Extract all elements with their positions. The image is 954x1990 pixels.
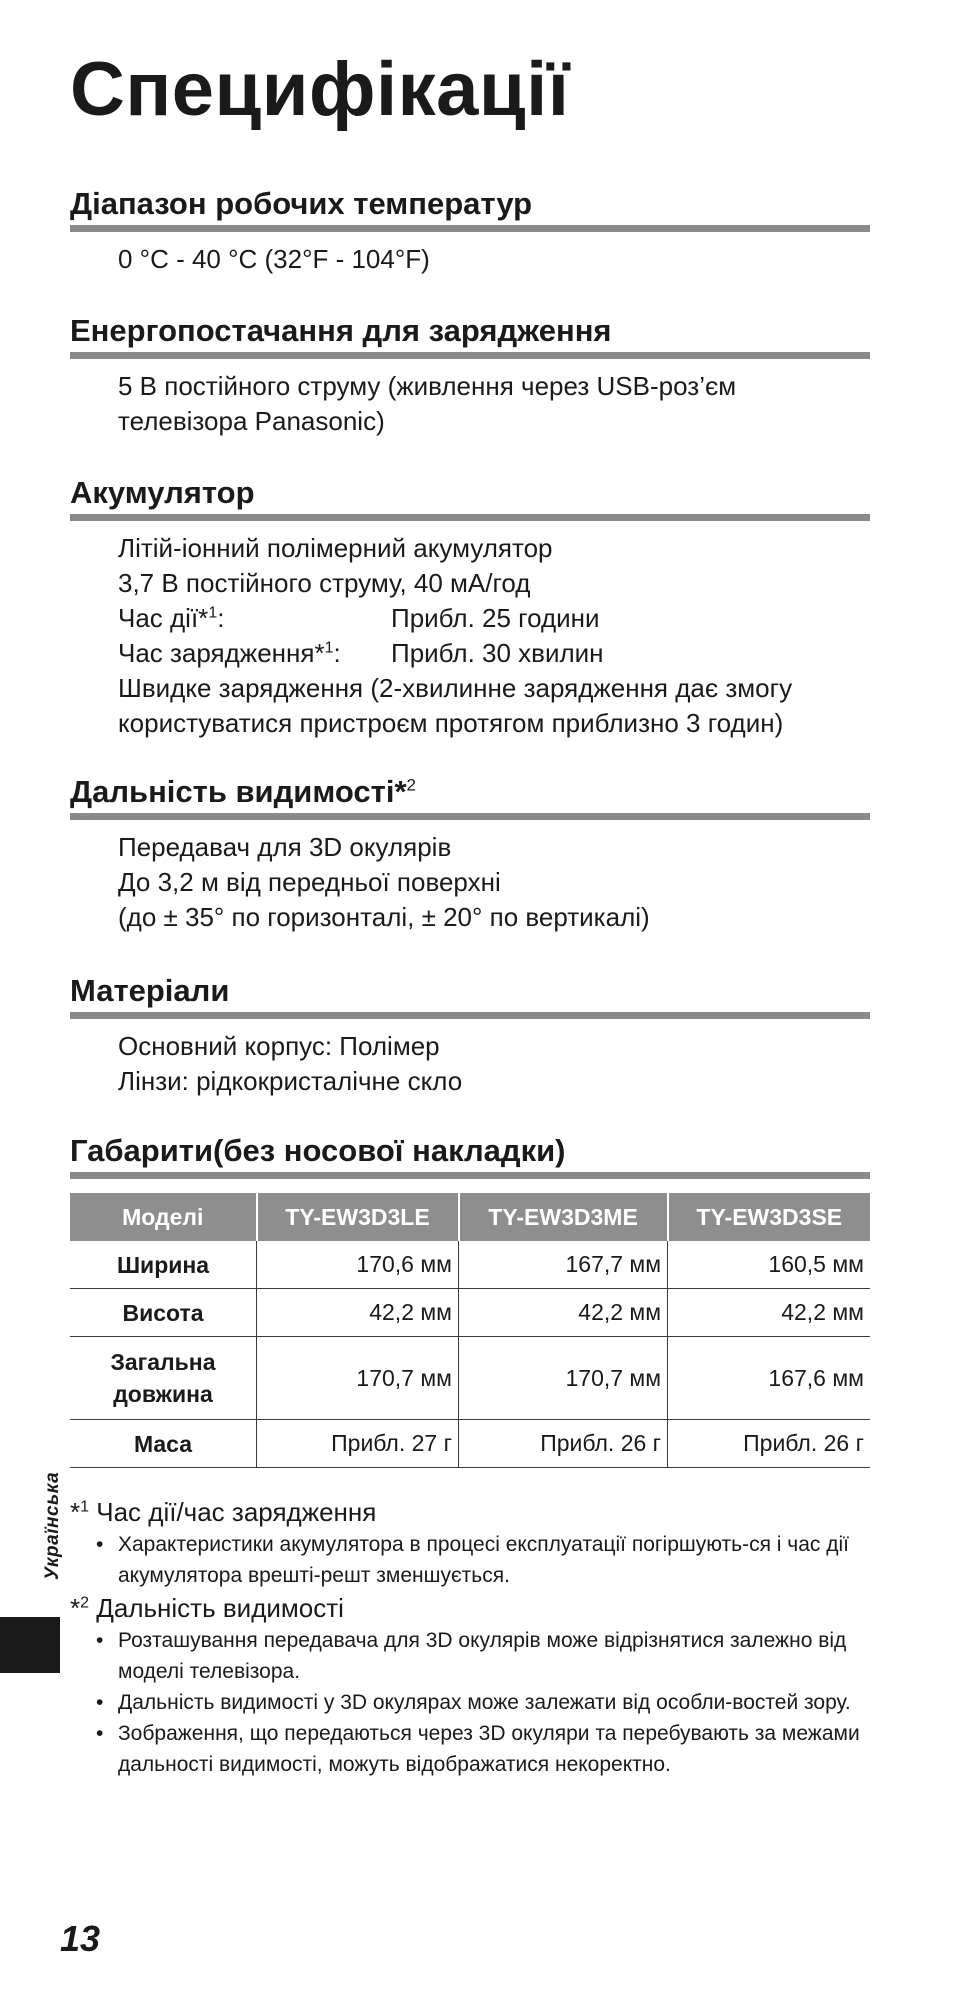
- quick-charge-line-1: Швидке зарядження (2-хвилинне зарядження дає змогу: [118, 673, 793, 703]
- materials-line-2: Лінзи: рідкокристалічне скло: [118, 1066, 463, 1096]
- dimensions-table: [70, 1193, 870, 1468]
- footnote-2-list: [70, 1625, 880, 1780]
- table-header-cell: TY-EW3D3LE: [257, 1193, 459, 1241]
- table-header-cell: TY-EW3D3SE: [668, 1193, 870, 1241]
- materials-line-1: Основний корпус: Полімер: [118, 1031, 440, 1061]
- section-heading: Акумулятор: [70, 472, 870, 521]
- footnotes: [70, 1495, 880, 1780]
- table-cell: 42,2 мм: [257, 1289, 459, 1337]
- table-cell: 170,6 мм: [257, 1241, 459, 1289]
- section-temperature: [70, 183, 870, 277]
- battery-voltage: 3,7 В постійного струму, 40 мА/год: [118, 568, 531, 598]
- page-number: 13: [60, 1918, 101, 1959]
- section-battery: [70, 472, 870, 741]
- row-label: Ширина: [70, 1241, 257, 1289]
- footnote-1-list: [70, 1529, 880, 1591]
- list-item: • Дальність видимості у 3D окулярах може залежати від особли-востей зору.: [96, 1691, 851, 1714]
- temperature-range: 0 °C - 40 °C (32°F - 104°F): [118, 244, 430, 274]
- section-heading: Діапазон робочих температур: [70, 183, 870, 232]
- table-row: [70, 1337, 870, 1420]
- battery-type: Літій-іонний полімерний акумулятор: [118, 533, 553, 563]
- list-item: • Розташування передавача для 3D окулярів може відрізнятися залежно від моделі телевізора.: [96, 1629, 847, 1683]
- section-body: [70, 359, 870, 439]
- range-line-1: Передавач для 3D окулярів: [118, 832, 452, 862]
- section-body: [70, 1019, 870, 1099]
- table-header-cell: TY-EW3D3ME: [459, 1193, 668, 1241]
- table-cell: Прибл. 27 г: [257, 1420, 459, 1468]
- range-line-2: До 3,2 м від передньої поверхні: [118, 867, 501, 897]
- list-item: • Характеристики акумулятора в процесі експлуатації погіршують-ся і час дії акумулятора врешті-решт зменшується.: [96, 1533, 849, 1587]
- section-power: [70, 310, 870, 439]
- table-row: [70, 1241, 870, 1289]
- section-visible-range: [70, 771, 870, 935]
- table-cell: 167,7 мм: [459, 1241, 668, 1289]
- section-materials: [70, 970, 870, 1099]
- quick-charge-line-2: користуватися пристроєм протягом приблизно 3 годин): [118, 708, 784, 738]
- row-label: Маса: [70, 1420, 257, 1468]
- table-cell: 160,5 мм: [668, 1241, 870, 1289]
- charging-time: [118, 636, 870, 671]
- section-body: [70, 521, 870, 741]
- table-cell: 42,2 мм: [668, 1289, 870, 1337]
- row-label: Висота: [70, 1289, 257, 1337]
- table-cell: 42,2 мм: [459, 1289, 668, 1337]
- section-body: [70, 820, 870, 935]
- operating-time-label: Час дії*$^1$:: [118, 603, 225, 633]
- footnote-2-title: *$^2$ Дальність видимості: [70, 1593, 344, 1623]
- power-line-1: 5 В постійного струму (живлення через USB-роз’єм: [118, 371, 737, 401]
- section-dimensions: [70, 1130, 870, 1468]
- page-title: Специфікації: [70, 47, 570, 132]
- table-header-cell: Моделі: [70, 1193, 257, 1241]
- section-heading: Дальність видимості*$^2$: [70, 771, 870, 820]
- table-cell: Прибл. 26 г: [459, 1420, 668, 1468]
- table-cell: 167,6 мм: [668, 1337, 870, 1420]
- table-cell: 170,7 мм: [257, 1337, 459, 1420]
- power-line-2: телевізора Panasonic): [118, 406, 385, 436]
- table-cell: Прибл. 26 г: [668, 1420, 870, 1468]
- operating-time: [118, 601, 870, 636]
- charging-time-label: Час зарядження*$^1$:: [118, 638, 341, 668]
- table-row: [70, 1289, 870, 1337]
- section-heading: Габарити(без носової накладки): [70, 1130, 870, 1179]
- charging-time-value: Прибл. 30 хвилин: [391, 638, 604, 668]
- language-side-label: Українська: [42, 1471, 63, 1580]
- row-label: Загальна довжина: [70, 1337, 257, 1420]
- list-item: • Зображення, що передаються через 3D окуляри та перебувають за межами дальності видимості, можуть відображатися некоректно.: [96, 1722, 860, 1776]
- range-line-3: (до ± 35° по горизонталі, ± 20° по вертикалі): [118, 902, 650, 932]
- language-tab-marker: [0, 1617, 60, 1673]
- section-heading: Енергопостачання для зарядження: [70, 310, 870, 359]
- table-header-row: [70, 1193, 870, 1241]
- operating-time-value: Прибл. 25 години: [391, 603, 600, 633]
- section-heading: Матеріали: [70, 970, 870, 1019]
- footnote-1-title: *$^1$ Час дії/час зарядження: [70, 1497, 377, 1527]
- table-row: [70, 1420, 870, 1468]
- table-cell: 170,7 мм: [459, 1337, 668, 1420]
- section-body: [70, 232, 870, 277]
